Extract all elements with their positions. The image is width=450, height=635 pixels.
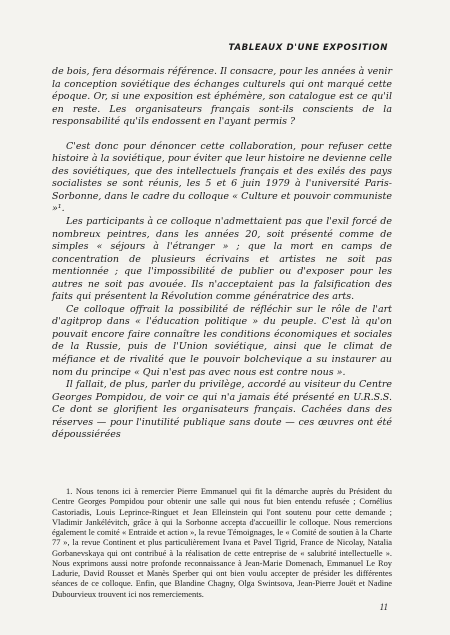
main-text [52,66,392,442]
paragraph: Les participants à ce colloque n'admettaient pas que l'exil forcé de nombreux peintres, dans les années 20, soit présenté comme de simples « séjours à l'étranger » ; que la mort en camps de concentration de plusieurs écrivains et artistes ne soit pas mentionnée ; que l'impossibilité de publier ou d'exposer pour les autres ne soit pas avouée. Ils n'acceptaient pas la falsification des faits qui présentent la Révolution comme génératrice des arts. [52,216,392,303]
running-header: TABLEAUX D'UNE EXPOSITION [228,43,388,53]
paragraph-continuation: de bois, fera désormais référence. Il consacre, pour les années à venir la conception soviétique des échanges culturels qui ont marqué cette époque. Or, si une exposition est éphémère, son catalogue est ce qu'il en reste. Les organisateurs français sont-ils conscients de la responsabilité qu'ils endossent en l'ayant permis ? [52,66,392,128]
paragraph: C'est donc pour dénoncer cette collaboration, pour refuser cette histoire à la soviétique, pour éviter que leur histoire ne devienne celle des soviétiques, que des intellectuels français et des exilés des pays socialistes se sont réunis, les 5 et 6 juin 1979 à l'université Paris-Sorbonne, dans le cadre du colloque « Culture et pouvoir communiste »¹. [52,140,392,215]
page-number: 11 [379,602,388,612]
paragraph: Il fallait, de plus, parler du privilège, accordé au visiteur du Centre Georges Pompidou, de voir ce qui n'a jamais été présenté en U.R.S.S. Ce dont se glorifient les organisateurs français. Cachées dans des réserves — pour l'inutilité publique sans doute — ces œuvres ont été dépoussiérées [52,379,392,441]
footnotes [52,487,392,600]
footnote: 1. Nous tenons ici à remercier Pierre Emmanuel qui fit la démarche auprès du Président du Centre Georges Pompidou pour obtenir une salle qui nous fut bien entendu refusée ; Cornélius Castoriadis, Louis Leprince-Ringuet et Jean Elleinstein qui l'ont soutenu pour cette demande ; Vladimir Jankélévitch, grâce à qui la Sorbonne accepta d'accueillir le colloque. Nous remercions également le comité « Entraide et action », la revue Témoignages, le « Comité de soutien à la Charte 77 », la revue Continent et plus particulièrement Ivana et Pavel Tigrid, France de Nicolay, Natalia Gorbanevskaya qui ont contribué à la réalisation de cette entreprise de « salubrité intellectuelle ». Nous exprimons aussi notre profonde reconnaissance à Jean-Marie Domenach, Emmanuel Le Roy Ladurie, David Rousset et Manès Sperber qui ont bien voulu accepter de présider les différentes séances de ce colloque. Enfin, que Blandine Chagny, Olga Swintsova, Jean-Pierre Jouët et Nadine Dubourvieux trouvent ici nos remerciements. [52,487,392,599]
paragraph: Ce colloque offrait la possibilité de réfléchir sur le rôle de l'art d'agitprop dans « l'éducation politique » du peuple. C'est là qu'on pouvait encore faire connaître les conditions économiques et sociales de la Russie, puis de l'Union soviétique, ainsi que le climat de méfiance et de rivalité que le pouvoir bolchevique a su instaurer au nom du principe « Qui n'est pas avec nous est contre nous ». [52,303,392,378]
